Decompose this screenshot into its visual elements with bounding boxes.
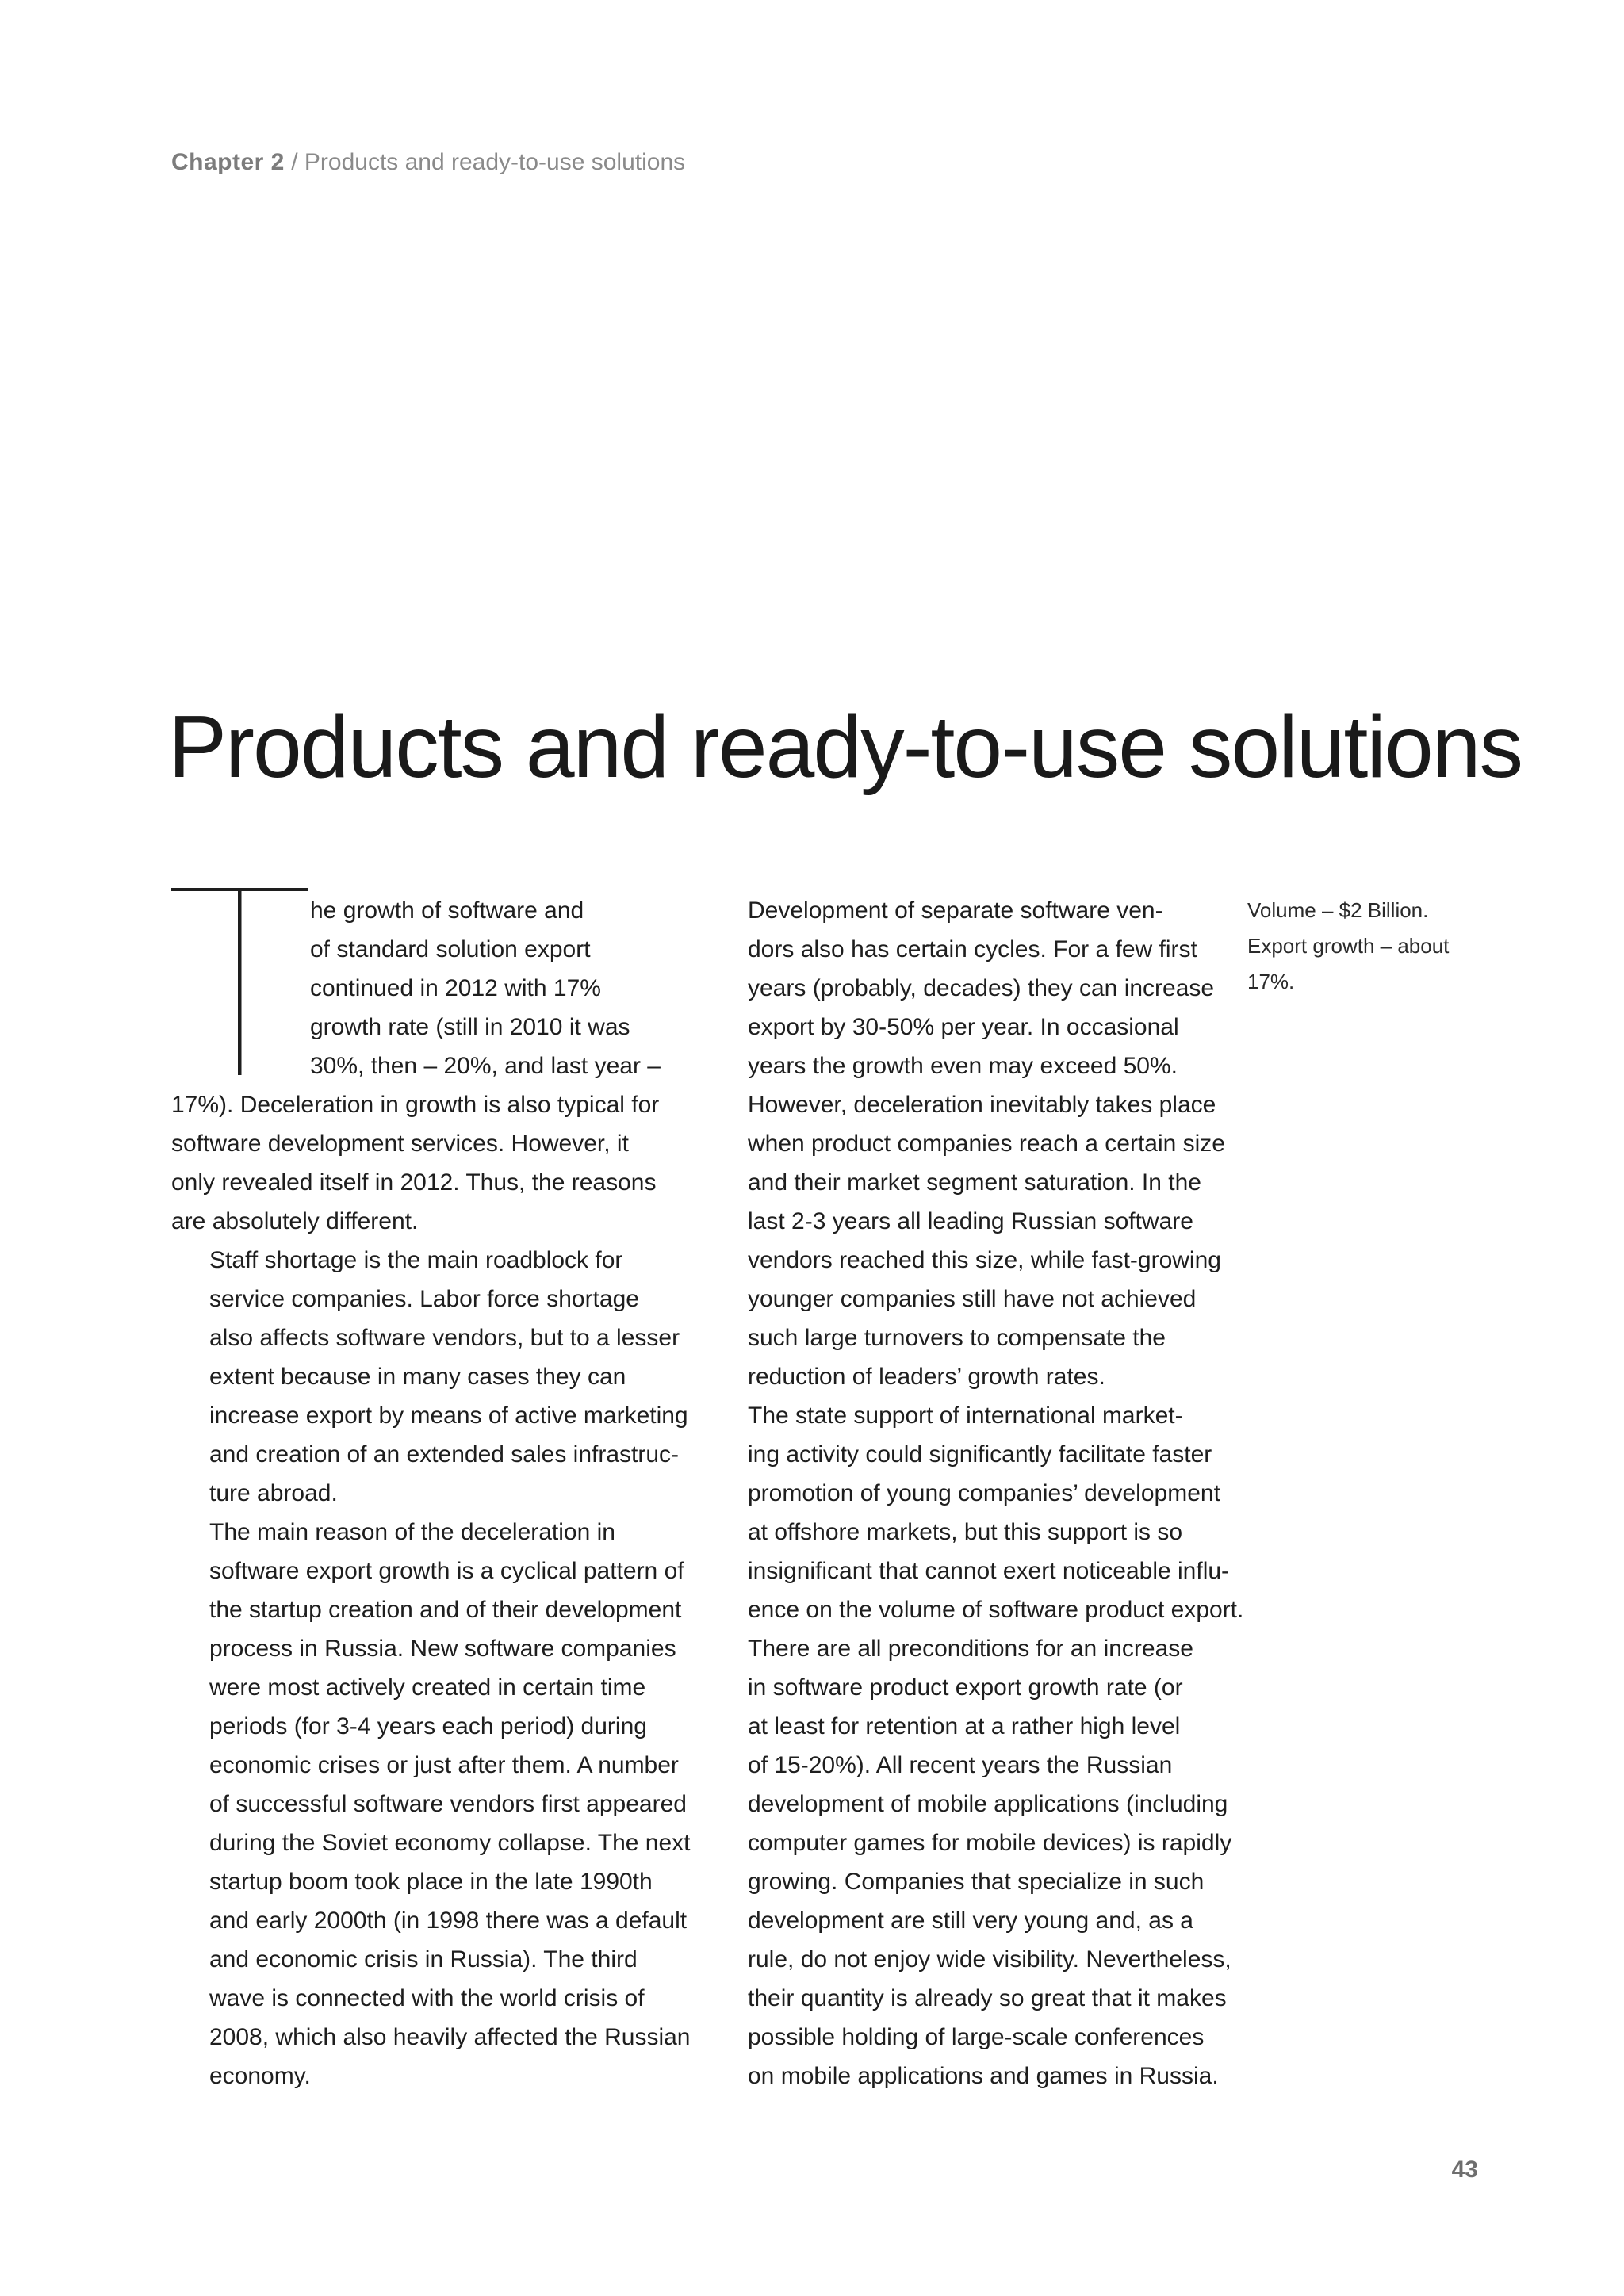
col2-line: possible holding of large-scale conferences [748, 2024, 1205, 2050]
col1-line: were most actively created in certain time [209, 1674, 646, 1701]
col2-line: promotion of young companies’ development [748, 1480, 1220, 1506]
col2-line: rule, do not enjoy wide visibility. Nevertheless, [748, 1946, 1231, 1973]
col1-line: of standard solution export [310, 936, 591, 962]
col2-line: dors also has certain cycles. For a few first [748, 936, 1197, 962]
header-section: Products and ready-to-use solutions [304, 149, 686, 175]
col1-line: only revealed itself in 2012. Thus, the reasons [171, 1169, 657, 1196]
header-chapter: Chapter 2 [171, 149, 285, 175]
drop-cap [171, 888, 308, 1075]
col1-line: and creation of an extended sales infrastruc- [209, 1441, 680, 1468]
col2-line: ing activity could significantly facilitate faster [748, 1441, 1212, 1468]
col2-line: The state support of international market- [748, 1402, 1183, 1429]
sidenote-line: Export growth – about [1247, 934, 1450, 958]
col1-line: periods (for 3-4 years each period) during [209, 1713, 647, 1739]
header-separator: / [284, 149, 304, 175]
col2-line: in software product export growth rate (or [748, 1674, 1183, 1701]
col2-line: However, deceleration inevitably takes place [748, 1092, 1216, 1118]
col2-paragraph-2 [710, 1396, 1244, 1629]
col1-line: increase export by means of active marketing [209, 1402, 688, 1429]
col1-line: software development services. However, it [171, 1131, 629, 1157]
col1-line: economy. [209, 2063, 311, 2089]
body-column-1 [171, 891, 691, 2095]
col1-line: The main reason of the deceleration in [209, 1519, 615, 1545]
col1-line: and early 2000th (in 1998 there was a default [209, 1908, 688, 1934]
col2-line: at offshore markets, but this support is so [748, 1519, 1183, 1545]
col1-line: 2008, which also heavily affected the Russian [209, 2024, 691, 2050]
col1-line: wave is connected with the world crisis of [209, 1985, 645, 2011]
col1-line: the startup creation and of their development [209, 1597, 682, 1623]
col2-line: ence on the volume of software product export. [748, 1597, 1244, 1623]
col2-line: younger companies still have not achieved [748, 1286, 1197, 1312]
col2-line: of 15-20%). All recent years the Russian [748, 1752, 1173, 1778]
sidenote-export-growth [1247, 928, 1485, 1000]
sidenote-line: Volume – $2 Billion. [1247, 898, 1429, 922]
col1-line: he growth of software and [310, 897, 584, 924]
col2-line: their quantity is already so great that it makes [748, 1985, 1227, 2011]
col2-line: years the growth even may exceed 50%. [748, 1053, 1178, 1079]
col2-paragraph-3 [710, 1629, 1232, 2095]
col2-line: vendors reached this size, while fast-growing [748, 1247, 1221, 1273]
col1-line: service companies. Labor force shortage [209, 1286, 639, 1312]
col2-line: export by 30-50% per year. In occasional [748, 1014, 1179, 1040]
col1-line: and economic crisis in Russia). The third [209, 1946, 638, 1973]
col2-line: on mobile applications and games in Russia. [748, 2063, 1219, 2089]
sidenote-volume [1247, 893, 1485, 928]
col1-line: economic crises or just after them. A number [209, 1752, 679, 1778]
sidenote [1247, 893, 1485, 1000]
col1-line: during the Soviet economy collapse. The next [209, 1830, 691, 1856]
col2-paragraph-1 [710, 891, 1225, 1396]
col2-line: last 2-3 years all leading Russian software [748, 1208, 1193, 1234]
page-number: 43 [1451, 2156, 1478, 2183]
col2-line: such large turnovers to compensate the [748, 1325, 1166, 1351]
page-title: Products and ready-to-use solutions [168, 698, 1522, 796]
col1-line: software export growth is a cyclical pattern of [209, 1558, 684, 1584]
col1-line: ture abroad. [209, 1480, 338, 1506]
sidenote-line: 17%. [1247, 970, 1295, 993]
col1-line: Staff shortage is the main roadblock for [209, 1247, 623, 1273]
col2-line: years (probably, decades) they can increase [748, 975, 1215, 1001]
col2-line: insignificant that cannot exert noticeable influ- [748, 1558, 1230, 1584]
col2-line: and their market segment saturation. In the [748, 1169, 1201, 1196]
col1-line: process in Russia. New software companies [209, 1636, 676, 1662]
col2-line: development of mobile applications (including [748, 1791, 1228, 1817]
col1-line: continued in 2012 with 17% [310, 975, 601, 1001]
col1-line: of successful software vendors first appeared [209, 1791, 687, 1817]
col1-paragraph-2 [171, 1241, 688, 1513]
body-column-2 [710, 891, 1244, 2095]
col1-line: are absolutely different. [171, 1208, 419, 1234]
col2-line: reduction of leaders’ growth rates. [748, 1364, 1105, 1390]
col2-line: growing. Companies that specialize in such [748, 1869, 1205, 1895]
col1-line: 30%, then – 20%, and last year – [310, 1053, 661, 1079]
col2-line: Development of separate software ven- [748, 897, 1163, 924]
col1-line: 17%). Deceleration in growth is also typical for [171, 1092, 660, 1118]
col1-line: also affects software vendors, but to a lesser [209, 1325, 680, 1351]
col1-line: growth rate (still in 2010 it was [310, 1014, 630, 1040]
col1-line: startup boom took place in the late 1990th [209, 1869, 653, 1895]
col2-line: development are still very young and, as a [748, 1908, 1193, 1934]
col1-paragraph-3 [171, 1513, 691, 2095]
col2-line: when product companies reach a certain size [748, 1131, 1225, 1157]
col2-line: at least for retention at a rather high level [748, 1713, 1181, 1739]
col2-line: computer games for mobile devices) is rapidly [748, 1830, 1232, 1856]
col2-line: There are all preconditions for an increase [748, 1636, 1193, 1662]
col1-line: extent because in many cases they can [209, 1364, 626, 1390]
running-header [171, 149, 685, 176]
